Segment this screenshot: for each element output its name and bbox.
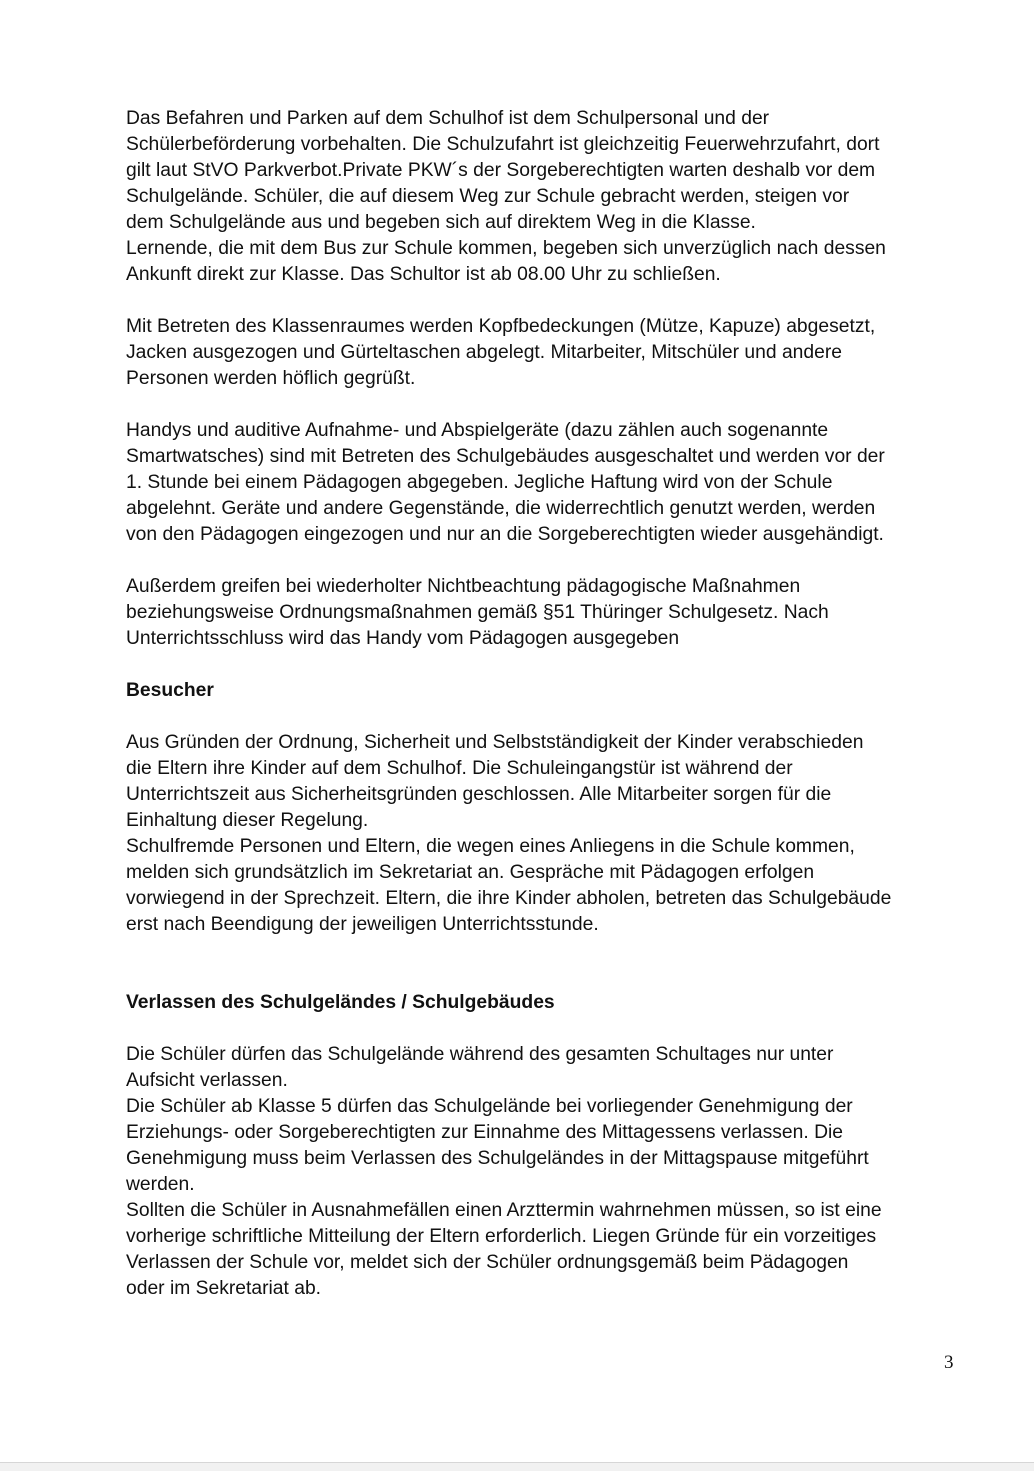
text-line: werden. (126, 1174, 195, 1195)
text-line: Genehmigung muss beim Verlassen des Schulgeländes in der Mittagspause mitgeführt (126, 1148, 869, 1169)
text-line: Personen werden höflich gegrüßt. (126, 368, 416, 389)
text-line: Die Schüler dürfen das Schulgelände während des gesamten Schultages nur unter (126, 1044, 834, 1065)
text-line: Unterrichtsschluss wird das Handy vom Pädagogen ausgegeben (126, 628, 680, 649)
text-line: die Eltern ihre Kinder auf dem Schulhof. Die Schuleingangstür ist während der (126, 758, 793, 779)
paragraph-spacer (126, 652, 966, 678)
text-line: dem Schulgelände aus und begeben sich auf direktem Weg in die Klasse. (126, 212, 756, 233)
paragraph-spacer (126, 392, 966, 418)
paragraph-classroom (126, 314, 966, 392)
text-line: Das Befahren und Parken auf dem Schulhof ist dem Schulpersonal und der (126, 108, 770, 129)
text-line: 1. Stunde bei einem Pädagogen abgegeben. Jegliche Haftung wird von der Schule (126, 472, 833, 493)
paragraph-spacer (126, 288, 966, 314)
paragraph-spacer (126, 548, 966, 574)
text-line: oder im Sekretariat ab. (126, 1278, 322, 1299)
text-line: von den Pädagogen eingezogen und nur an die Sorgeberechtigten wieder ausgehändigt. (126, 524, 884, 545)
text-line: Schulfremde Personen und Eltern, die wegen eines Anliegens in die Schule kommen, (126, 836, 855, 857)
text-line: Sollten die Schüler in Ausnahmefällen einen Arzttermin wahrnehmen müssen, so ist eine (126, 1200, 882, 1221)
text-line: Verlassen der Schule vor, meldet sich der Schüler ordnungsgemäß beim Pädagogen (126, 1252, 849, 1273)
text-line: Schulgelände. Schüler, die auf diesem Weg zur Schule gebracht werden, steigen vor (126, 186, 850, 207)
text-line: Unterrichtszeit aus Sicherheitsgründen geschlossen. Alle Mitarbeiter sorgen für die (126, 784, 832, 805)
text-line: Die Schüler ab Klasse 5 dürfen das Schulgelände bei vorliegender Genehmigung der (126, 1096, 853, 1117)
text-line: Smartwatsches) sind mit Betreten des Schulgebäudes ausgeschaltet und werden vor der (126, 446, 885, 467)
text-line: vorherige schriftliche Mitteilung der Eltern erforderlich. Liegen Gründe für ein vorzeitiges (126, 1226, 877, 1247)
text-line: Ankunft direkt zur Klasse. Das Schultor ist ab 08.00 Uhr zu schließen. (126, 264, 721, 285)
paragraph-leaving (126, 1042, 966, 1302)
text-line: beziehungsweise Ordnungsmaßnahmen gemäß §51 Thüringer Schulgesetz. Nach (126, 602, 829, 623)
text-line: Außerdem greifen bei wiederholter Nichtbeachtung pädagogische Maßnahmen (126, 576, 801, 597)
text-line: Erziehungs- oder Sorgeberechtigten zur Einnahme des Mittagessens verlassen. Die (126, 1122, 844, 1143)
paragraph-spacer (126, 704, 966, 730)
section-heading-visitors: Besucher (126, 680, 214, 701)
page-content (126, 106, 966, 1302)
paragraph-spacer (126, 1016, 966, 1042)
text-line: Handys und auditive Aufnahme- und Abspielgeräte (dazu zählen auch sogenannte (126, 420, 829, 441)
text-line: Schülerbeförderung vorbehalten. Die Schulzufahrt ist gleichzeitig Feuerwehrzufahrt, dort (126, 134, 880, 155)
text-line: Jacken ausgezogen und Gürteltaschen abgelegt. Mitarbeiter, Mitschüler und andere (126, 342, 842, 363)
text-line: gilt laut StVO Parkverbot.Private PKW´s der Sorgeberechtigten warten deshalb vor dem (126, 160, 876, 181)
paragraph-parking (126, 106, 966, 288)
section-heading-leaving: Verlassen des Schulgeländes / Schulgebäudes (126, 992, 555, 1013)
paragraph-devices (126, 418, 966, 548)
text-line: vorwiegend in der Sprechzeit. Eltern, die ihre Kinder abholen, betreten das Schulgebäude (126, 888, 892, 909)
section-spacer (126, 938, 966, 990)
text-line: Aus Gründen der Ordnung, Sicherheit und Selbstständigkeit der Kinder verabschieden (126, 732, 864, 753)
page-number: 3 (944, 1352, 954, 1373)
text-line: erst nach Beendigung der jeweiligen Unterrichtsstunde. (126, 914, 599, 935)
text-line: Lernende, die mit dem Bus zur Schule kommen, begeben sich unverzüglich nach dessen (126, 238, 886, 259)
text-line: Einhaltung dieser Regelung. (126, 810, 369, 831)
text-line: abgelehnt. Geräte und andere Gegenstände, die widerrechtlich genutzt werden, werden (126, 498, 876, 519)
text-line: melden sich grundsätzlich im Sekretariat an. Gespräche mit Pädagogen erfolgen (126, 862, 815, 883)
paragraph-visitors (126, 730, 966, 938)
text-line: Mit Betreten des Klassenraumes werden Kopfbedeckungen (Mütze, Kapuze) abgesetzt, (126, 316, 876, 337)
text-line: Aufsicht verlassen. (126, 1070, 288, 1091)
paragraph-measures (126, 574, 966, 652)
